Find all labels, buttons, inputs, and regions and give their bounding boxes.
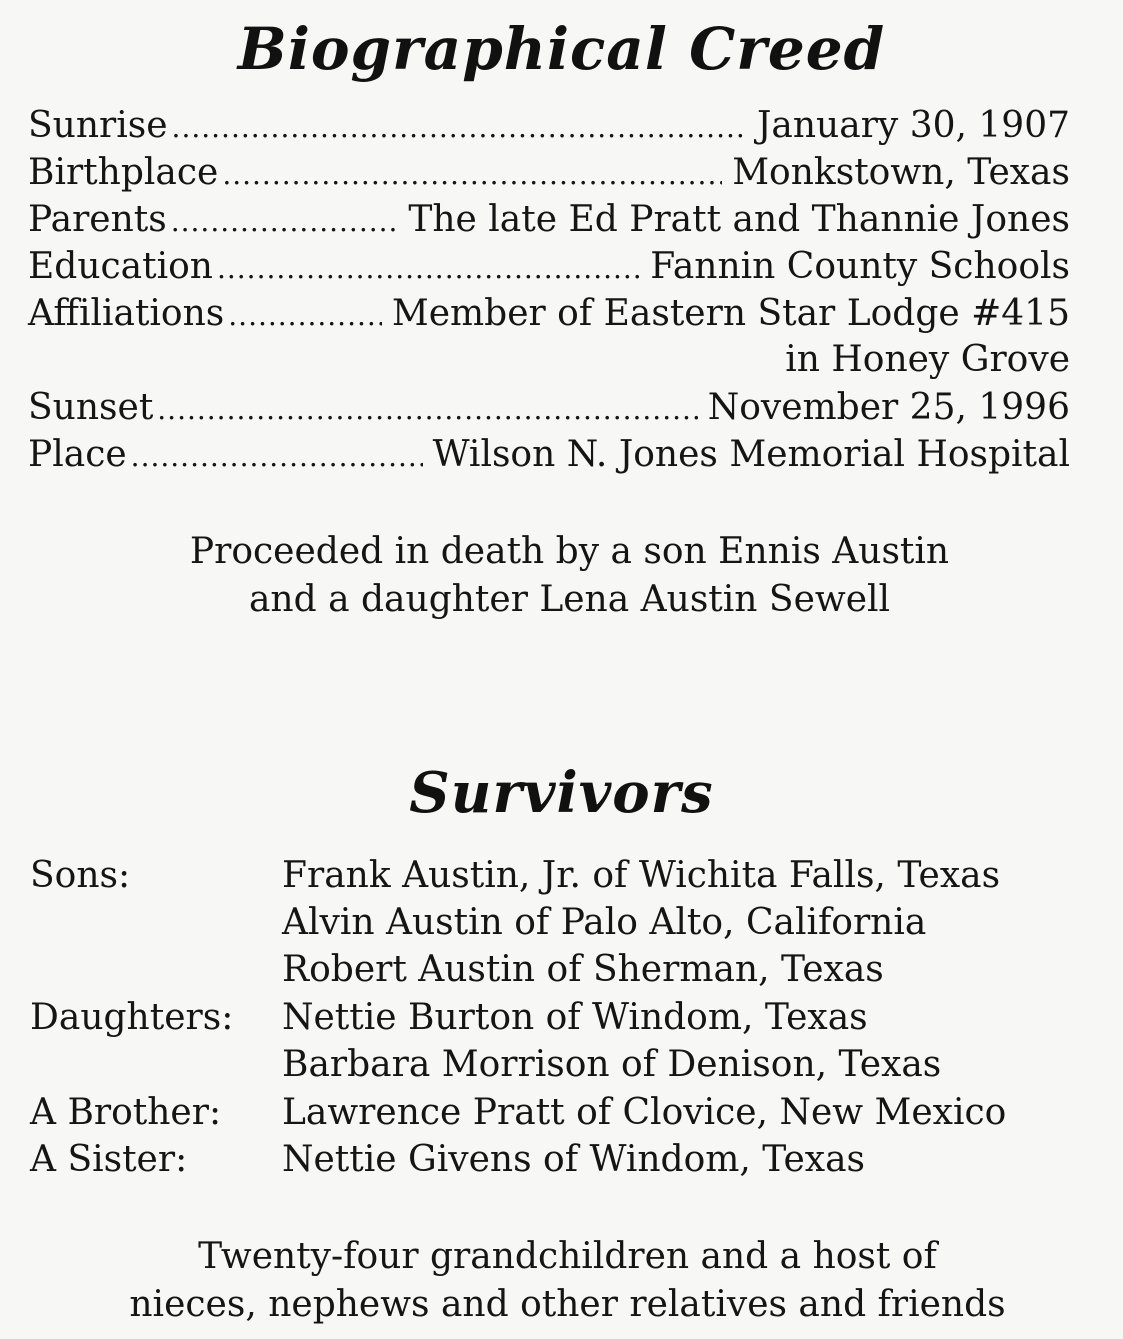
survivor-relation: Sons: — [30, 855, 131, 896]
dot-leader — [172, 105, 747, 151]
creed-row-birthplace — [28, 150, 1070, 196]
survivor-name: Alvin Austin of Palo Alto, California — [282, 902, 927, 943]
dot-leader — [171, 199, 399, 245]
creed-row-affiliations — [28, 291, 1070, 337]
preceded-line: Proceeded in death by a son Ennis Austin — [189, 531, 950, 572]
survivor-row — [30, 899, 1100, 946]
creed-label: Affiliations — [28, 293, 225, 334]
survivor-name: Nettie Burton of Windom, Texas — [282, 997, 868, 1038]
creed-row-sunset — [28, 385, 1070, 431]
creed-row-parents — [28, 197, 1070, 243]
creed-affiliations-continuation: in Honey Grove — [785, 339, 1070, 380]
creed-row-place — [28, 432, 1070, 478]
creed-value: Member of Eastern Star Lodge #415 — [391, 293, 1070, 334]
survivor-name: Lawrence Pratt of Clovice, New Mexico — [282, 1092, 1007, 1133]
closing-line: Twenty-four grandchildren and a host of — [198, 1236, 937, 1277]
closing-line: nieces, nephews and other relatives and friends — [129, 1284, 1006, 1325]
survivor-name: Nettie Givens of Windom, Texas — [282, 1139, 866, 1180]
creed-row-sunrise — [28, 103, 1070, 149]
survivor-row — [30, 1041, 1100, 1088]
survivor-row — [30, 994, 1100, 1041]
creed-row-education — [28, 244, 1070, 290]
creed-label: Birthplace — [28, 152, 219, 193]
dot-leader — [157, 387, 697, 433]
survivor-name: Barbara Morrison of Denison, Texas — [282, 1044, 942, 1085]
survivor-name: Frank Austin, Jr. of Wichita Falls, Texas — [282, 855, 1001, 896]
survivor-row — [30, 1136, 1100, 1183]
creed-label: Place — [28, 434, 127, 475]
preceded-line: and a daughter Lena Austin Sewell — [248, 579, 891, 620]
creed-value: The late Ed Pratt and Thannie Jones — [408, 199, 1070, 240]
creed-value: January 30, 1907 — [756, 105, 1070, 146]
creed-value: Monkstown, Texas — [732, 152, 1070, 193]
dot-leader — [217, 246, 640, 292]
biographical-creed-heading: Biographical Creed — [237, 15, 886, 83]
survivors-heading: Survivors — [409, 760, 714, 826]
dot-leader — [131, 434, 423, 480]
survivor-row — [30, 1089, 1100, 1136]
dot-leader — [228, 293, 382, 339]
creed-value: Fannin County Schools — [650, 246, 1070, 287]
creed-value: November 25, 1996 — [707, 387, 1070, 428]
closing-text — [6, 1233, 1123, 1329]
survivor-name: Robert Austin of Sherman, Texas — [282, 949, 884, 990]
survivor-relation: Daughters: — [30, 997, 234, 1038]
survivor-row — [30, 852, 1100, 899]
survivor-relation: A Brother: — [30, 1092, 222, 1133]
creed-label: Education — [28, 246, 213, 287]
creed-label: Parents — [28, 199, 167, 240]
survivor-relation: A Sister: — [30, 1139, 188, 1180]
creed-label: Sunrise — [28, 105, 168, 146]
survivor-row — [30, 946, 1100, 993]
dot-leader — [222, 152, 722, 198]
creed-label: Sunset — [28, 387, 154, 428]
creed-value: Wilson N. Jones Memorial Hospital — [432, 434, 1070, 475]
preceded-in-death-text — [8, 528, 1123, 624]
